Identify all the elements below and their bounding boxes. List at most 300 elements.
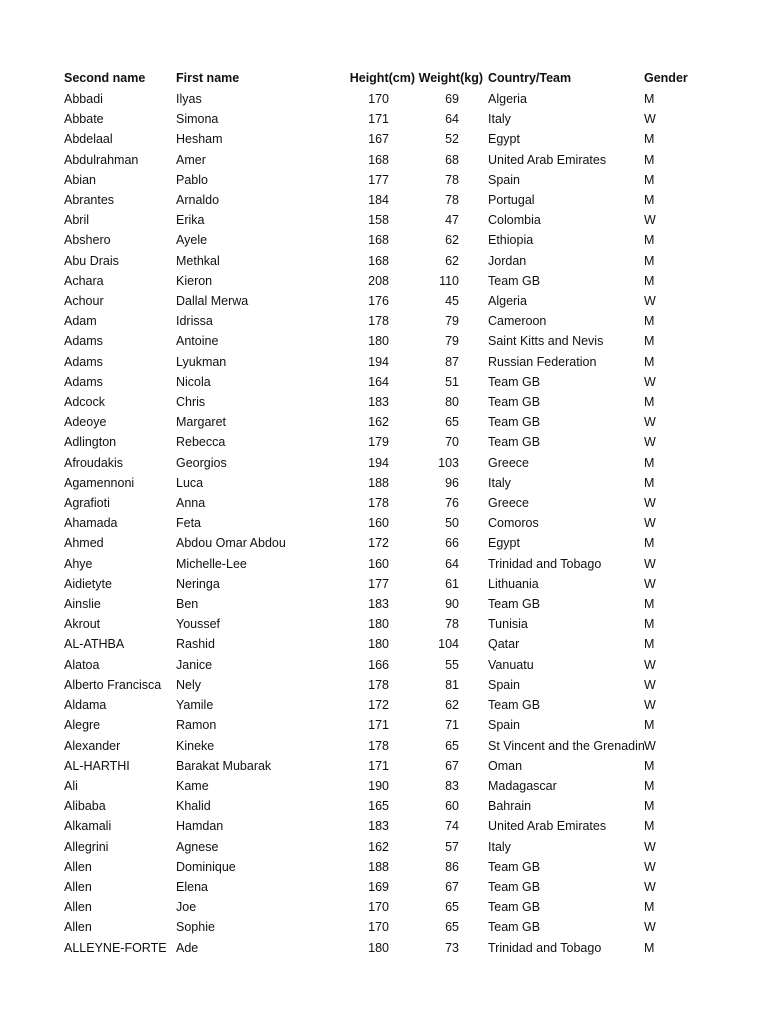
cell-country: Greece [488, 455, 529, 470]
cell-weight: 57 [445, 839, 459, 854]
cell-weight: 62 [445, 698, 459, 713]
cell-height: 160 [368, 516, 389, 531]
cell-country: Cameroon [488, 314, 547, 329]
cell-weight: 64 [445, 556, 459, 571]
cell-weight: 96 [445, 475, 459, 490]
cell-second-name: Allen [64, 920, 92, 935]
cell-gender: W [644, 374, 656, 389]
cell-height: 168 [368, 253, 389, 268]
cell-country: Team GB [488, 859, 541, 874]
table-row [64, 473, 709, 493]
cell-country: Team GB [488, 879, 541, 894]
cell-height: 180 [368, 334, 389, 349]
cell-gender: M [644, 334, 655, 349]
header-country: Country/Team [488, 71, 572, 85]
cell-gender: W [644, 415, 656, 430]
cell-first-name: Pablo [176, 172, 208, 187]
table-row [64, 392, 709, 412]
cell-second-name: Achour [64, 294, 104, 309]
table-row [64, 291, 709, 311]
cell-height: 176 [368, 294, 389, 309]
cell-second-name: Achara [64, 273, 104, 288]
cell-gender: M [644, 940, 655, 955]
table-row [64, 230, 709, 250]
cell-country: Italy [488, 112, 511, 127]
cell-height: 188 [368, 859, 389, 874]
table-row [64, 796, 709, 816]
table-row [64, 432, 709, 452]
cell-weight: 110 [439, 273, 459, 288]
cell-first-name: Ade [176, 940, 199, 955]
table-row [64, 311, 709, 331]
cell-second-name: Abbadi [64, 92, 103, 106]
cell-gender: W [644, 920, 656, 935]
cell-gender: W [644, 556, 656, 571]
cell-second-name: Abu Drais [64, 253, 119, 268]
cell-height: 180 [368, 617, 389, 632]
cell-second-name: Abshero [64, 233, 111, 248]
cell-second-name: AL-ATHBA [64, 637, 125, 652]
cell-second-name: Ahamada [64, 516, 118, 531]
cell-country: Saint Kitts and Nevis [488, 334, 604, 349]
table-row [64, 412, 709, 432]
cell-gender: M [644, 819, 655, 834]
table-row [64, 271, 709, 291]
cell-weight: 68 [445, 152, 459, 167]
cell-first-name: Joe [176, 900, 197, 915]
cell-second-name: Agamennoni [64, 475, 135, 490]
table-row [64, 554, 709, 574]
table-row [64, 897, 709, 917]
cell-first-name: Kineke [176, 738, 215, 753]
cell-weight: 50 [445, 516, 459, 531]
table-row [64, 109, 709, 129]
cell-weight: 80 [445, 395, 459, 410]
cell-country: United Arab Emirates [488, 819, 607, 834]
cell-gender: M [644, 475, 655, 490]
cell-weight: 103 [438, 455, 459, 470]
header-gender: Gender [644, 71, 688, 85]
cell-country: Egypt [488, 536, 520, 551]
cell-first-name: Luca [176, 475, 204, 490]
cell-gender: W [644, 879, 656, 894]
cell-height: 194 [368, 455, 389, 470]
cell-second-name: Abdulrahman [64, 152, 139, 167]
cell-first-name: Nicola [176, 374, 211, 389]
cell-first-name: Rebecca [176, 435, 226, 450]
cell-first-name: Anna [176, 496, 206, 511]
cell-country: Comoros [488, 516, 539, 531]
cell-country: Tunisia [488, 617, 528, 632]
table-row [64, 150, 709, 170]
cell-first-name: Simona [176, 112, 219, 127]
cell-second-name: Allen [64, 900, 92, 915]
cell-second-name: Adam [64, 314, 97, 329]
cell-height: 180 [368, 940, 389, 955]
cell-weight: 78 [445, 172, 459, 187]
header-height: Height(cm) [349, 71, 415, 85]
cell-gender: W [644, 435, 656, 450]
cell-weight: 47 [445, 213, 459, 228]
table-row [64, 372, 709, 392]
cell-weight: 74 [445, 819, 459, 834]
table-row [64, 715, 709, 735]
cell-country: Trinidad and Tobago [488, 940, 602, 955]
cell-height: 183 [368, 395, 389, 410]
cell-height: 194 [368, 354, 389, 369]
cell-first-name: Kieron [176, 273, 213, 288]
table-row [64, 634, 709, 654]
cell-height: 168 [368, 152, 389, 167]
cell-gender: M [644, 597, 655, 612]
cell-gender: M [644, 233, 655, 248]
cell-height: 183 [368, 819, 389, 834]
cell-country: Spain [488, 718, 520, 733]
cell-height: 178 [368, 496, 389, 511]
cell-weight: 61 [445, 576, 459, 591]
cell-country: Greece [488, 496, 529, 511]
cell-country: Team GB [488, 273, 541, 288]
cell-second-name: Adams [64, 334, 103, 349]
cell-weight: 71 [445, 718, 459, 733]
cell-height: 179 [368, 435, 389, 450]
table-row [64, 251, 709, 271]
cell-gender: M [644, 172, 655, 187]
cell-second-name: Alibaba [64, 799, 106, 814]
cell-country: Trinidad and Tobago [488, 556, 602, 571]
cell-second-name: Ahmed [64, 536, 104, 551]
cell-second-name: Alatoa [64, 657, 100, 672]
cell-gender: W [644, 859, 656, 874]
cell-country: Algeria [488, 294, 527, 309]
cell-gender: M [644, 314, 655, 329]
cell-country: Egypt [488, 132, 520, 147]
cell-first-name: Nely [176, 677, 202, 692]
table-row [64, 756, 709, 776]
header-row [64, 68, 709, 89]
cell-weight: 104 [438, 637, 459, 652]
cell-second-name: Alexander [64, 738, 121, 753]
cell-gender: M [644, 758, 655, 773]
table-row [64, 917, 709, 937]
cell-weight: 78 [445, 617, 459, 632]
cell-first-name: Dallal Merwa [176, 294, 249, 309]
cell-country: Vanuatu [488, 657, 534, 672]
cell-height: 158 [368, 213, 389, 228]
header-weight: Weight(kg) [418, 71, 483, 85]
cell-gender: W [644, 294, 656, 309]
cell-height: 164 [368, 374, 389, 389]
cell-weight: 62 [445, 233, 459, 248]
cell-first-name: Arnaldo [176, 193, 220, 208]
cell-first-name: Sophie [176, 920, 215, 935]
cell-weight: 65 [445, 920, 459, 935]
cell-first-name: Amer [176, 152, 206, 167]
cell-second-name: Akrout [64, 617, 101, 632]
cell-second-name: Adlington [64, 435, 117, 450]
cell-weight: 52 [445, 132, 459, 147]
cell-height: 170 [368, 92, 389, 106]
cell-gender: M [644, 193, 655, 208]
table-body [64, 89, 709, 958]
cell-height: 167 [368, 132, 389, 147]
cell-second-name: Abril [64, 213, 90, 228]
table-row [64, 129, 709, 149]
cell-gender: M [644, 152, 655, 167]
cell-gender: W [644, 213, 656, 228]
cell-height: 178 [368, 314, 389, 329]
table-row [64, 210, 709, 230]
table-row [64, 190, 709, 210]
cell-first-name: Hesham [176, 132, 223, 147]
cell-weight: 87 [445, 354, 459, 369]
cell-first-name: Feta [176, 516, 202, 531]
cell-first-name: Khalid [176, 799, 211, 814]
cell-weight: 64 [445, 112, 459, 127]
cell-second-name: Ainslie [64, 597, 101, 612]
cell-height: 171 [368, 112, 389, 127]
cell-height: 208 [368, 273, 389, 288]
cell-weight: 67 [445, 879, 459, 894]
cell-country: Team GB [488, 374, 541, 389]
cell-first-name: Michelle-Lee [176, 556, 247, 571]
cell-second-name: Aldama [64, 698, 107, 713]
cell-gender: M [644, 718, 655, 733]
cell-height: 165 [368, 799, 389, 814]
cell-first-name: Chris [176, 395, 206, 410]
cell-height: 168 [368, 233, 389, 248]
cell-country: Ethiopia [488, 233, 534, 248]
table-row [64, 574, 709, 594]
athletes-table [64, 68, 709, 958]
cell-gender: M [644, 253, 655, 268]
cell-first-name: Barakat Mubarak [176, 758, 272, 773]
cell-gender: M [644, 617, 655, 632]
table-row [64, 655, 709, 675]
cell-second-name: Adams [64, 354, 103, 369]
cell-gender: W [644, 738, 656, 753]
cell-gender: W [644, 576, 656, 591]
cell-height: 180 [368, 637, 389, 652]
cell-height: 166 [368, 657, 389, 672]
cell-first-name: Lyukman [176, 354, 227, 369]
cell-first-name: Agnese [176, 839, 219, 854]
cell-second-name: Ahye [64, 556, 93, 571]
cell-country: Bahrain [488, 799, 532, 814]
cell-second-name: Abian [64, 172, 96, 187]
cell-gender: W [644, 496, 656, 511]
cell-height: 172 [368, 536, 389, 551]
cell-gender: W [644, 839, 656, 854]
cell-country: Madagascar [488, 778, 557, 793]
cell-height: 172 [368, 698, 389, 713]
cell-weight: 67 [445, 758, 459, 773]
cell-gender: M [644, 92, 655, 106]
cell-country: Jordan [488, 253, 527, 268]
cell-gender: M [644, 132, 655, 147]
cell-height: 177 [368, 576, 389, 591]
cell-first-name: Erika [176, 213, 205, 228]
cell-first-name: Hamdan [176, 819, 224, 834]
cell-weight: 73 [445, 940, 459, 955]
cell-weight: 45 [445, 294, 459, 309]
table-row [64, 533, 709, 553]
cell-height: 162 [368, 839, 389, 854]
cell-first-name: Elena [176, 879, 208, 894]
cell-first-name: Ramon [176, 718, 217, 733]
cell-gender: W [644, 516, 656, 531]
cell-country: Qatar [488, 637, 520, 652]
cell-country: Italy [488, 475, 511, 490]
cell-first-name: Ilyas [176, 92, 202, 106]
table-header [64, 68, 709, 89]
table-row [64, 736, 709, 756]
cell-weight: 70 [445, 435, 459, 450]
cell-second-name: Adams [64, 374, 103, 389]
cell-first-name: Ben [176, 597, 199, 612]
cell-weight: 79 [445, 314, 459, 329]
cell-country: St Vincent and the Grenadin [488, 738, 645, 753]
cell-gender: W [644, 657, 656, 672]
cell-country: Team GB [488, 698, 541, 713]
table-row [64, 594, 709, 614]
cell-first-name: Margaret [176, 415, 227, 430]
cell-weight: 76 [445, 496, 459, 511]
athletes-sheet [0, 68, 768, 958]
cell-country: Spain [488, 172, 520, 187]
cell-weight: 60 [445, 799, 459, 814]
cell-country: Algeria [488, 92, 527, 106]
table-row [64, 675, 709, 695]
cell-country: Team GB [488, 395, 541, 410]
cell-first-name: Abdou Omar Abdou [176, 536, 286, 551]
cell-first-name: Yamile [176, 698, 214, 713]
cell-weight: 78 [445, 193, 459, 208]
cell-weight: 55 [445, 657, 459, 672]
cell-weight: 83 [445, 778, 459, 793]
cell-second-name: Allen [64, 859, 92, 874]
cell-second-name: Alkamali [64, 819, 112, 834]
cell-gender: M [644, 536, 655, 551]
cell-height: 183 [368, 597, 389, 612]
cell-first-name: Dominique [176, 859, 236, 874]
cell-first-name: Ayele [176, 233, 208, 248]
cell-gender: M [644, 273, 655, 288]
table-row [64, 877, 709, 897]
table-row [64, 331, 709, 351]
cell-height: 162 [368, 415, 389, 430]
cell-second-name: ALLEYNE-FORTE [64, 940, 167, 955]
cell-second-name: Alegre [64, 718, 101, 733]
cell-gender: W [644, 698, 656, 713]
table-row [64, 453, 709, 473]
cell-gender: M [644, 900, 655, 915]
cell-country: Team GB [488, 597, 541, 612]
cell-first-name: Kame [176, 778, 209, 793]
cell-weight: 65 [445, 900, 459, 915]
cell-gender: W [644, 677, 656, 692]
cell-country: Russian Federation [488, 354, 597, 369]
table-row [64, 493, 709, 513]
cell-height: 190 [368, 778, 389, 793]
cell-second-name: Abrantes [64, 193, 115, 208]
table-row [64, 352, 709, 372]
cell-height: 170 [368, 920, 389, 935]
cell-weight: 51 [445, 374, 459, 389]
cell-second-name: Abbate [64, 112, 104, 127]
cell-height: 188 [368, 475, 389, 490]
cell-weight: 66 [445, 536, 459, 551]
header-first-name: First name [176, 71, 240, 85]
cell-height: 171 [368, 758, 389, 773]
table-row [64, 513, 709, 533]
cell-first-name: Janice [176, 657, 213, 672]
cell-country: Team GB [488, 415, 541, 430]
cell-weight: 90 [445, 597, 459, 612]
cell-gender: M [644, 637, 655, 652]
cell-second-name: Adcock [64, 395, 105, 410]
cell-first-name: Methkal [176, 253, 220, 268]
cell-gender: M [644, 799, 655, 814]
header-second-name: Second name [64, 71, 146, 85]
cell-country: Oman [488, 758, 523, 773]
cell-second-name: Adeoye [64, 415, 107, 430]
cell-gender: W [644, 112, 656, 127]
cell-second-name: Afroudakis [64, 455, 124, 470]
cell-first-name: Antoine [176, 334, 219, 349]
table-row [64, 938, 709, 958]
cell-weight: 65 [445, 415, 459, 430]
cell-height: 171 [368, 718, 389, 733]
table-row [64, 816, 709, 836]
table-row [64, 837, 709, 857]
cell-second-name: Alberto Francisca [64, 677, 162, 692]
cell-country: Spain [488, 677, 520, 692]
cell-country: Team GB [488, 920, 541, 935]
cell-first-name: Georgios [176, 455, 227, 470]
cell-second-name: Allegrini [64, 839, 109, 854]
cell-gender: M [644, 455, 655, 470]
cell-weight: 69 [445, 92, 459, 106]
cell-first-name: Youssef [176, 617, 221, 632]
cell-second-name: Abdelaal [64, 132, 113, 147]
cell-gender: M [644, 354, 655, 369]
cell-height: 177 [368, 172, 389, 187]
cell-weight: 81 [445, 677, 459, 692]
cell-second-name: Agrafioti [64, 496, 110, 511]
table-row [64, 170, 709, 190]
cell-height: 184 [368, 193, 389, 208]
cell-first-name: Rashid [176, 637, 215, 652]
table-row [64, 776, 709, 796]
cell-country: United Arab Emirates [488, 152, 607, 167]
table-row [64, 695, 709, 715]
cell-weight: 62 [445, 253, 459, 268]
cell-gender: M [644, 395, 655, 410]
cell-country: Italy [488, 839, 511, 854]
table-row [64, 614, 709, 634]
cell-gender: M [644, 778, 655, 793]
cell-weight: 79 [445, 334, 459, 349]
table-row [64, 857, 709, 877]
cell-height: 178 [368, 738, 389, 753]
cell-height: 178 [368, 677, 389, 692]
cell-weight: 86 [445, 859, 459, 874]
cell-weight: 65 [445, 738, 459, 753]
cell-country: Lithuania [488, 576, 539, 591]
cell-country: Colombia [488, 213, 541, 228]
cell-country: Portugal [488, 193, 535, 208]
